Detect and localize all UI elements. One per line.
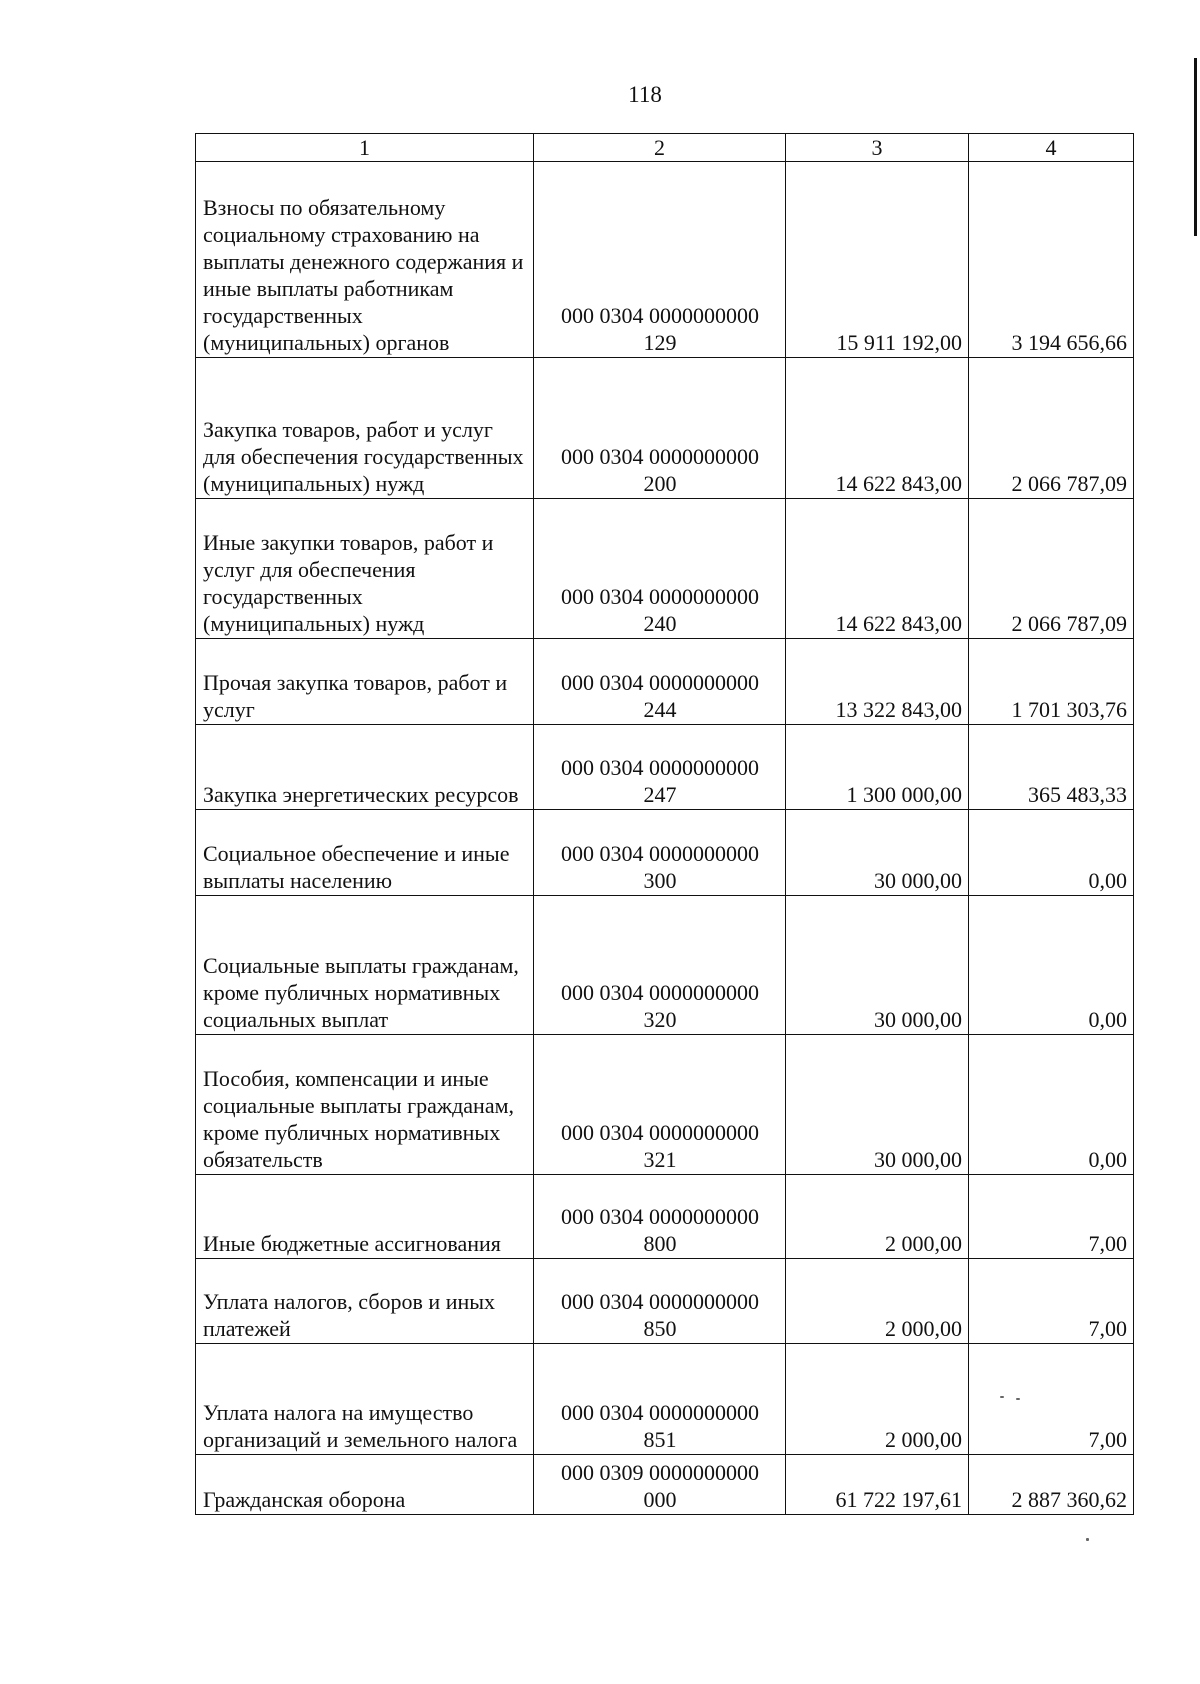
row-name-cell: Прочая закупка товаров, работ и услуг: [196, 639, 534, 725]
table-row: [196, 1035, 1134, 1175]
row-code-cell: [534, 358, 786, 499]
row-col4-cell: 365 483,33: [969, 725, 1134, 810]
row-col4-cell: 0,00: [969, 896, 1134, 1035]
page-number: 118: [628, 82, 662, 107]
code-line-2: 321: [643, 1147, 677, 1172]
scan-speck: [1086, 1538, 1089, 1541]
row-col3-cell: 15 911 192,00: [786, 162, 969, 358]
row-col3-cell: 1 300 000,00: [786, 725, 969, 810]
table-header-row: [196, 134, 1134, 162]
code-line-1: 000 0304 0000000000: [561, 1289, 759, 1314]
code-line-1: 000 0304 0000000000: [561, 1120, 759, 1145]
row-code-cell: [534, 1175, 786, 1259]
row-name-cell: Уплата налогов, сборов и иных платежей: [196, 1259, 534, 1344]
code-line-2: 200: [643, 471, 677, 496]
row-code-cell: [534, 896, 786, 1035]
row-col3-cell: 30 000,00: [786, 810, 969, 896]
scan-edge-line: [1194, 58, 1197, 236]
row-col3-cell: 30 000,00: [786, 896, 969, 1035]
row-col4-cell: 2 887 360,62: [969, 1455, 1134, 1515]
row-code-cell: [534, 725, 786, 810]
column-header: 4: [969, 134, 1134, 162]
row-col3-cell: 61 722 197,61: [786, 1455, 969, 1515]
row-code-cell: [534, 1344, 786, 1455]
row-col4-cell: 7,00: [969, 1259, 1134, 1344]
row-col4-cell: 7,00: [969, 1175, 1134, 1259]
row-col3-cell: 13 322 843,00: [786, 639, 969, 725]
row-name-cell: Социальное обеспечение и иные выплаты населению: [196, 810, 534, 896]
row-col4-cell: 7,00: [969, 1344, 1134, 1455]
code-line-2: 129: [643, 330, 677, 355]
table-row: [196, 358, 1134, 499]
budget-table: [195, 133, 1134, 1515]
row-code-cell: [534, 1455, 786, 1515]
code-line-1: 000 0309 0000000000: [561, 1460, 759, 1485]
code-line-1: 000 0304 0000000000: [561, 1204, 759, 1229]
row-col4-cell: 2 066 787,09: [969, 358, 1134, 499]
code-line-2: 300: [643, 868, 677, 893]
row-code-cell: [534, 1035, 786, 1175]
table-row: [196, 725, 1134, 810]
row-col3-cell: 2 000,00: [786, 1259, 969, 1344]
table-row: [196, 639, 1134, 725]
code-line-2: 800: [643, 1231, 677, 1256]
row-name-cell: Пособия, компенсации и иные социальные выплаты гражданам, кроме публичных нормативных обязательств: [196, 1035, 534, 1175]
code-line-2: 247: [643, 782, 677, 807]
table-row: [196, 1259, 1134, 1344]
row-name-cell: Взносы по обязательному социальному страхованию на выплаты денежного содержания и иные выплаты работникам государственных (муниципальных) органов: [196, 162, 534, 358]
row-col4-cell: 2 066 787,09: [969, 499, 1134, 639]
table-row: [196, 1344, 1134, 1455]
row-col3-cell: 2 000,00: [786, 1175, 969, 1259]
code-line-1: 000 0304 0000000000: [561, 670, 759, 695]
code-line-1: 000 0304 0000000000: [561, 755, 759, 780]
code-line-2: 851: [643, 1427, 677, 1452]
column-header: 1: [196, 134, 534, 162]
column-header: 3: [786, 134, 969, 162]
code-line-2: 000: [643, 1487, 677, 1512]
table-row: [196, 162, 1134, 358]
row-col3-cell: 14 622 843,00: [786, 358, 969, 499]
row-name-cell: Социальные выплаты гражданам, кроме публичных нормативных социальных выплат: [196, 896, 534, 1035]
table-row: [196, 499, 1134, 639]
row-name-cell: Иные бюджетные ассигнования: [196, 1175, 534, 1259]
row-name-cell: Уплата налога на имущество организаций и земельного налога: [196, 1344, 534, 1455]
row-col4-cell: 3 194 656,66: [969, 162, 1134, 358]
code-line-1: 000 0304 0000000000: [561, 444, 759, 469]
code-line-1: 000 0304 0000000000: [561, 841, 759, 866]
row-name-cell: Закупка товаров, работ и услуг для обеспечения государственных (муниципальных) нужд: [196, 358, 534, 499]
code-line-1: 000 0304 0000000000: [561, 584, 759, 609]
code-line-2: 240: [643, 611, 677, 636]
row-col4-cell: 1 701 303,76: [969, 639, 1134, 725]
row-code-cell: [534, 1259, 786, 1344]
code-line-1: 000 0304 0000000000: [561, 303, 759, 328]
row-name-cell: Гражданская оборона: [196, 1455, 534, 1515]
row-col3-cell: 30 000,00: [786, 1035, 969, 1175]
code-line-1: 000 0304 0000000000: [561, 980, 759, 1005]
row-col3-cell: 2 000,00: [786, 1344, 969, 1455]
row-code-cell: [534, 499, 786, 639]
row-name-cell: Закупка энергетических ресурсов: [196, 725, 534, 810]
row-col4-cell: 0,00: [969, 810, 1134, 896]
code-line-2: 850: [643, 1316, 677, 1341]
table-row: [196, 810, 1134, 896]
code-line-1: 000 0304 0000000000: [561, 1400, 759, 1425]
table-row: [196, 1455, 1134, 1515]
row-col4-cell: 0,00: [969, 1035, 1134, 1175]
code-line-2: 320: [643, 1007, 677, 1032]
table-row: [196, 1175, 1134, 1259]
code-line-2: 244: [643, 697, 677, 722]
column-header: 2: [534, 134, 786, 162]
row-name-cell: Иные закупки товаров, работ и услуг для обеспечения государственных (муниципальных) нужд: [196, 499, 534, 639]
row-col3-cell: 14 622 843,00: [786, 499, 969, 639]
row-code-cell: [534, 639, 786, 725]
table-row: [196, 896, 1134, 1035]
row-code-cell: [534, 162, 786, 358]
row-code-cell: [534, 810, 786, 896]
